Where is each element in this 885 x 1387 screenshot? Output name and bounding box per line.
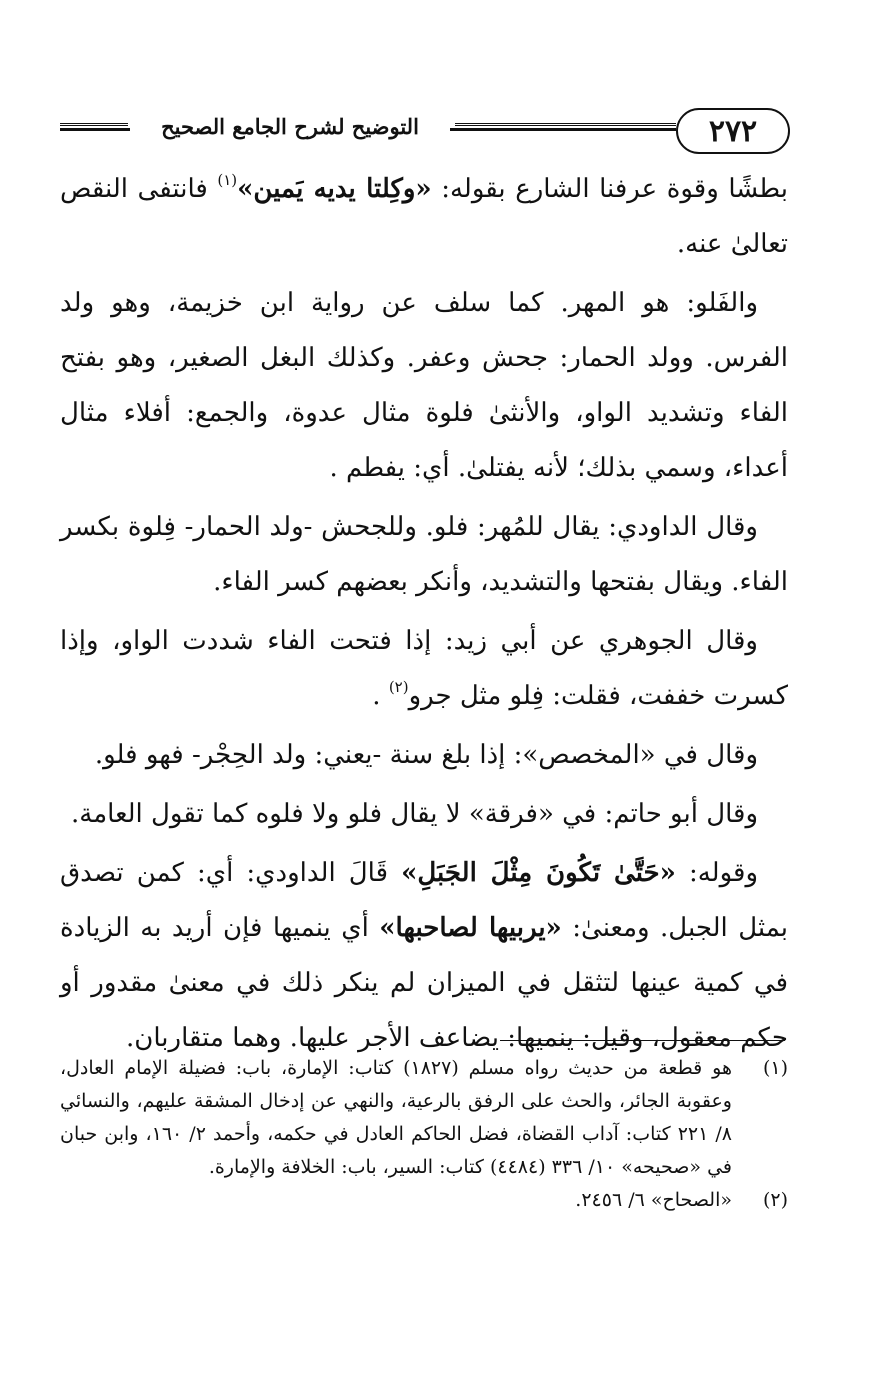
paragraph-2: والفَلو: هو المهر. كما سلف عن رواية ابن خزيمة، وهو ولد الفرس. وولد الحمار: جحش وعفر. وكذلك البغل الصغير، وهو بفتح الفاء وتشديد الواو، والأنثىٰ فلوة مثال عدوة، والجمع: أفلاء مثال أعداء، وسمي بذلك؛ لأنه يفتلىٰ. أي: يفطم .: [60, 288, 788, 483]
footnote-ref-2[interactable]: (٢): [388, 678, 409, 696]
footnotes: [60, 1052, 788, 1217]
footnote-1: [60, 1052, 788, 1184]
footnote-ref-1[interactable]: (١): [217, 171, 238, 189]
footnote-2: [60, 1184, 788, 1217]
paragraph-4: وقال الجوهري عن أبي زيد: إذا فتحت الفاء شددت الواو، وإذا كسرت خففت، فقلت: فِلو مثل جرو$^{(٢)}$ .: [60, 626, 788, 711]
paragraph-6: وقال أبو حاتم: في «فرقة» لا يقال فلو ولا فلوه كما تقول العامة.: [71, 799, 758, 829]
running-title: التوضيح لشرح الجامع الصحيح: [130, 114, 450, 139]
footnote-separator: [500, 1040, 785, 1041]
footnote-number: (٢): [762, 1189, 788, 1211]
page-number: [676, 108, 790, 154]
paragraph-5: وقال في «المخصص»: إذا بلغ سنة -يعني: ولد الحِجْر- فهو فلو.: [94, 740, 758, 770]
hadith-quote: «حَتَّىٰ تَكُونَ مِثْلَ الجَبَلِ»: [401, 858, 676, 888]
running-header: [60, 104, 790, 160]
paragraph-7: وقوله: «حَتَّىٰ تَكُونَ مِثْلَ الجَبَلِ» قَالَ الداودي: أي: كمن تصدق بمثل الجبل. ومعنىٰ: «يربيها لصاحبها» أي ينميها فإن أريد به الزيادة في كمية عينها لتثقل في الميزان لم ينكر ذلك في معنىٰ مقدور أو حكم معقول، وقيل: ينميها: يضاعف الأجر عليها. وهما متقاربان.: [60, 858, 788, 1053]
header-rule-middle-double: [455, 123, 676, 130]
page-number-text: ٢٧٢: [708, 113, 758, 149]
footnote-number: (١): [762, 1057, 788, 1079]
main-text: [60, 162, 788, 1070]
footnote-text: هو قطعة من حديث رواه مسلم (١٨٢٧) كتاب: الإمارة، باب: فضيلة الإمام العادل، وعقوبة الجائر، والحث على الرفق بالرعية، والنهي عن إدخال المشقة عليهم، والنسائي ٨/ ٢٢١ كتاب: آداب القضاة، فضل الحاكم العادل في حكمه، وأحمد ٢/ ١٦٠، وابن حبان في «صحيحه» ١٠/ ٣٣٦ (٤٤٨٤) كتاب: السير، باب: الخلافة والإمارة.: [60, 1057, 732, 1178]
paragraph-1: بطشًا وقوة عرفنا الشارع بقوله: «وكِلتا يديه يَمين»$^{(١)}$ فانتفى النقص تعالىٰ عنه.: [60, 171, 788, 259]
hadith-quote: «يربيها لصاحبها»: [379, 913, 562, 943]
paragraph-3: وقال الداودي: يقال للمُهر: فلو. وللجحش -ولد الحمار- فِلوة بكسر الفاء. ويقال بفتحها والتشديد، وأنكر بعضهم كسر الفاء.: [60, 512, 788, 597]
hadith-quote: «وكِلتا يديه يَمين»: [237, 174, 432, 204]
header-rule-left-double: [60, 123, 128, 130]
footnote-text: «الصحاح» ٦/ ٢٤٥٦.: [575, 1189, 732, 1211]
